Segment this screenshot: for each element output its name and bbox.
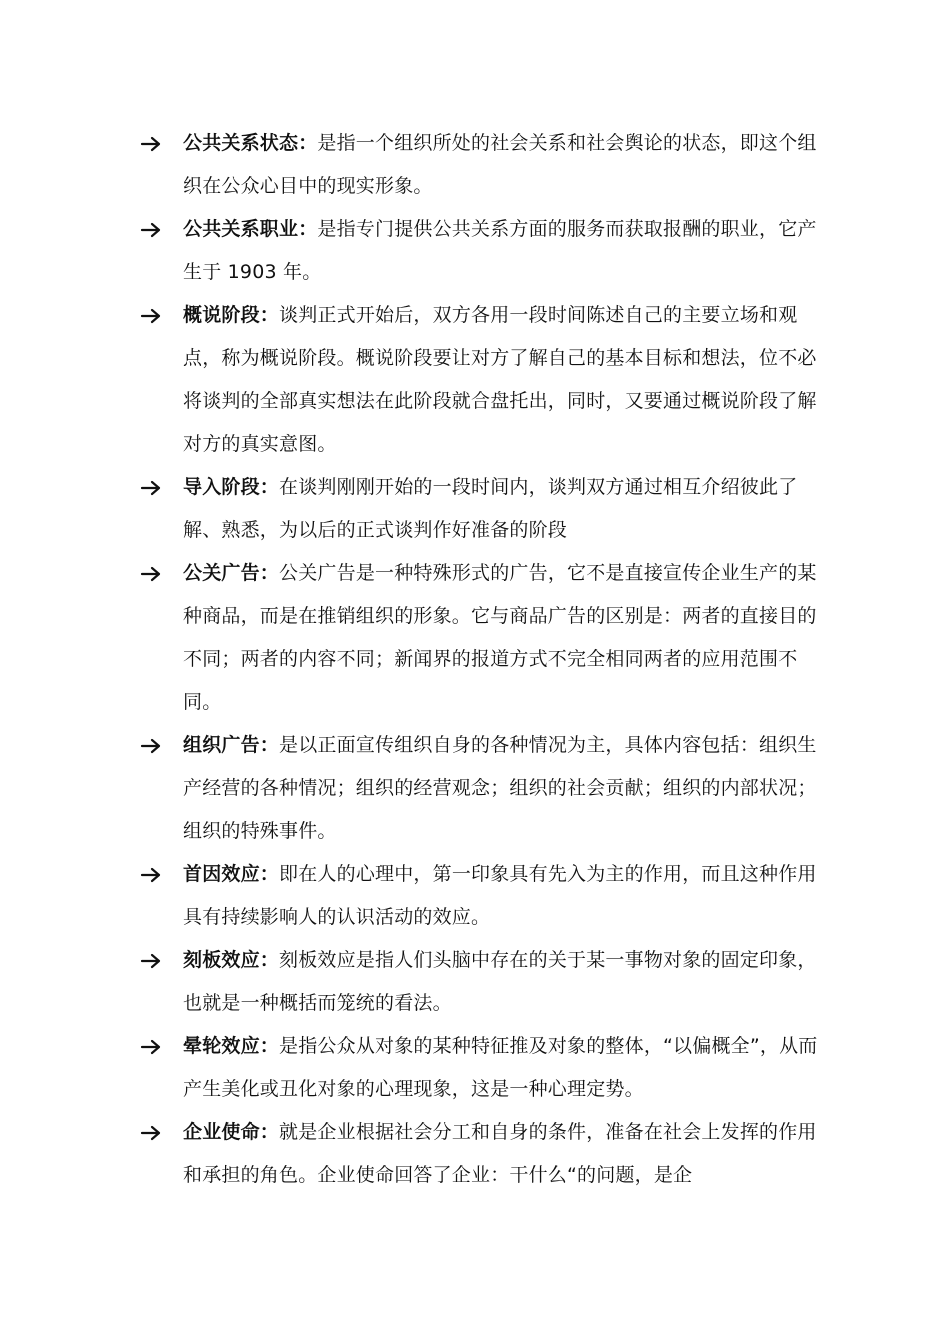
arrow-right-icon [140,724,166,767]
term-definition: 是指一个组织所处的社会关系和社会舆论的状态，即这个组织在公众心目中的现实形象。 [183,132,817,197]
arrow-right-icon [140,853,166,896]
term-definition: 是以正面宣传组织自身的各种情况为主，具体内容包括：组织生产经营的各种情况；组织的经营观念；组织的社会贡献；组织的内部状况；组织的特殊事件。 [183,734,817,842]
arrow-right-icon [140,294,166,337]
list-item [140,122,820,208]
list-item [140,552,820,724]
term-label: 企业使命： [183,1121,280,1143]
list-item [140,208,820,294]
arrow-right-icon [140,466,166,509]
term-label: 公共关系职业： [183,218,318,240]
arrow-right-icon [140,552,166,595]
term-definition: 在谈判刚刚开始的一段时间内，谈判双方通过相互介绍彼此了解、熟悉，为以后的正式谈判作好准备的阶段 [183,476,798,541]
term-label: 导入阶段： [183,476,280,498]
term-label: 刻板效应： [183,949,280,971]
term-definition: 公关广告是一种特殊形式的广告，它不是直接宣传企业生产的某种商品，而是在推销组织的形象。它与商品广告的区别是：两者的直接目的不同；两者的内容不同；新闻界的报道方式不完全相同两者的应用范围不同。 [183,562,817,713]
arrow-right-icon [140,122,166,165]
list-item [140,466,820,552]
arrow-right-icon [140,939,166,982]
term-definition: 即在人的心理中，第一印象具有先入为主的作用，而且这种作用具有持续影响人的认识活动的效应。 [183,863,817,928]
term-definition: 就是企业根据社会分工和自身的条件，准备在社会上发挥的作用和承担的角色。企业使命回答了企业：干什么“的问题，是企 [183,1121,817,1186]
arrow-right-icon [140,208,166,251]
term-label: 概说阶段： [183,304,280,326]
list-item [140,939,820,1025]
arrow-right-icon [140,1111,166,1154]
term-label: 公共关系状态： [183,132,318,154]
list-item [140,294,820,466]
list-item [140,853,820,939]
arrow-right-icon [140,1025,166,1068]
term-definition: 是指专门提供公共关系方面的服务而获取报酬的职业，它产生于 1903 年。 [183,218,817,283]
term-definition: 刻板效应是指人们头脑中存在的关于某一事物对象的固定印象，也就是一种概括而笼统的看法。 [183,949,817,1014]
term-label: 首因效应： [183,863,280,885]
term-label: 组织广告： [183,734,280,756]
term-label: 晕轮效应： [183,1035,280,1057]
term-definition: 谈判正式开始后，双方各用一段时间陈述自己的主要立场和观点，称为概说阶段。概说阶段要让对方了解自己的基本目标和想法，位不必将谈判的全部真实想法在此阶段就合盘托出，同时，又要通过概说阶段了解对方的真实意图。 [183,304,817,455]
term-definition: 是指公众从对象的某种特征推及对象的整体，“以偏概全”，从而产生美化或丑化对象的心理现象，这是一种心理定势。 [183,1035,818,1100]
list-item [140,1025,820,1111]
definition-list [140,122,820,1197]
list-item [140,1111,820,1197]
term-label: 公关广告： [183,562,280,584]
list-item [140,724,820,853]
